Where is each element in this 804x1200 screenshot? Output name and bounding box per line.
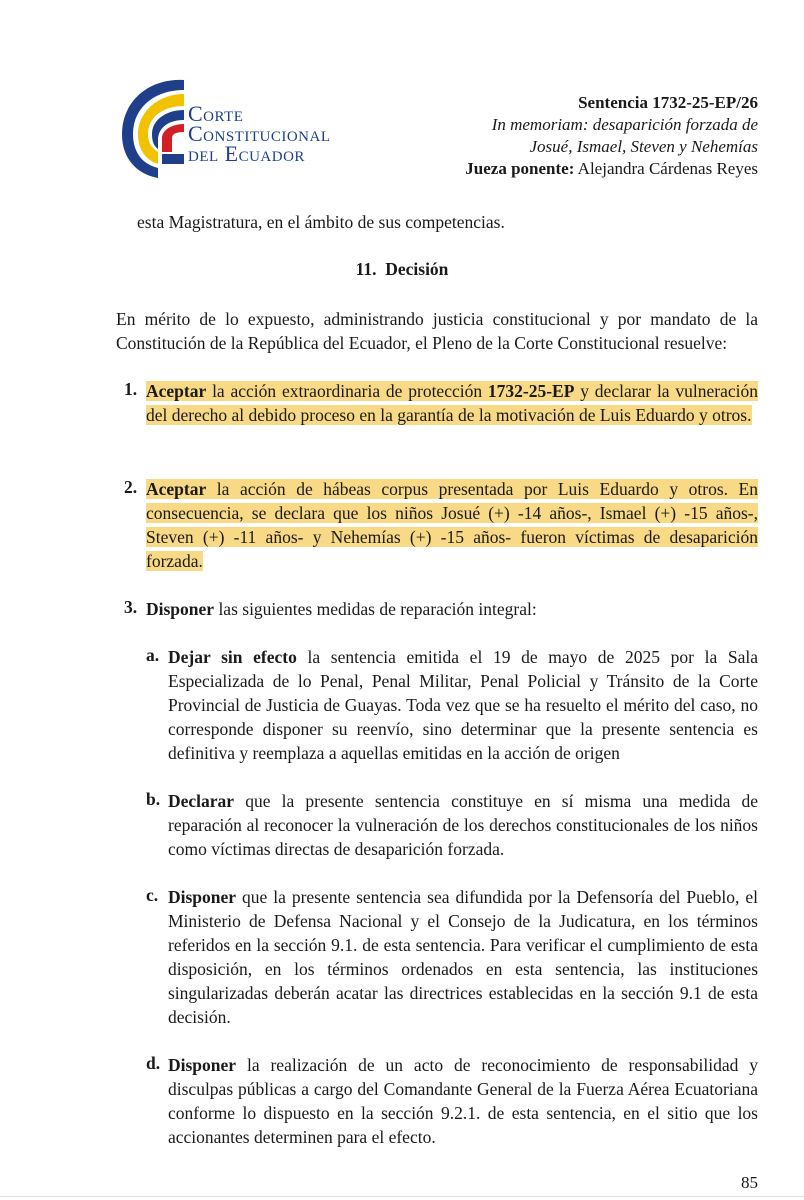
item-text: la acción extraordinaria de protección	[206, 381, 488, 401]
decision-item-2	[146, 477, 758, 573]
court-emblem-icon	[118, 72, 188, 182]
logo-line-2: Constitucional	[188, 121, 331, 146]
measure-a	[168, 645, 758, 765]
highlighted-text	[146, 479, 758, 571]
jueza-name: Alejandra Cárdenas Reyes	[577, 159, 758, 178]
memoriam-line-2: Josué, Ismael, Steven y Nehemías	[529, 137, 758, 156]
jueza-ponente	[338, 158, 758, 180]
measure-c	[168, 885, 758, 1029]
subitem-bold: Declarar	[168, 791, 235, 811]
decision-item-3	[146, 597, 758, 621]
subitem-letter: b.	[146, 789, 161, 809]
section-title: 11. Decisión	[355, 259, 449, 279]
logo-line-3: del Ecuador	[188, 141, 305, 166]
document-header	[338, 92, 758, 180]
subitem-text: que la presente sentencia constituye en sí misma una medida de reparación al reconocer la vulneración de los derechos constitucionales de los niños como víctimas directas de desaparición forzada.	[168, 791, 758, 859]
logo-line-1: Corte	[188, 101, 244, 126]
continuation-text: esta Magistratura, en el ámbito de sus competencias.	[137, 212, 505, 232]
subitem-bold: Disponer	[168, 1055, 237, 1075]
subitem-text: que la presente sentencia sea difundida por la Defensoría del Pueblo, el Ministerio de Defensa Nacional y el Consejo de la Judicatura, en los términos referidos en la sección 9.1. de esta sentencia. Para verificar el cumplimiento de esta disposición, en los términos ordenados en esta sentencia, las instituciones singularizadas deberán acatar las directrices establecidas en la sección 9.1 de esta decisión.	[168, 887, 758, 1027]
measure-b	[168, 789, 758, 861]
item-bold: Aceptar	[146, 479, 207, 499]
item-text: las siguientes medidas de reparación integral:	[214, 599, 537, 619]
item-text: y declarar la vulneración del derecho al debido proceso en la garantía de la motivación de Luis Eduardo y otros.	[146, 381, 758, 425]
page-number: 85	[741, 1173, 758, 1192]
item-bold: Aceptar	[146, 381, 207, 401]
sentencia-number: Sentencia 1732-25-EP/26	[578, 93, 758, 112]
subitem-bold: Disponer	[168, 887, 237, 907]
subitem-letter: a.	[146, 645, 160, 665]
memoriam-line-1: In memoriam: desaparición forzada de	[491, 115, 758, 134]
subitem-letter: d.	[146, 1053, 161, 1073]
highlighted-text	[146, 381, 758, 425]
measure-d	[168, 1053, 758, 1149]
subitem-bold: Dejar sin efecto	[168, 647, 297, 667]
subitem-letter: c.	[146, 885, 159, 905]
item-text: la acción de hábeas corpus presentada por Luis Eduardo y otros. En consecuencia, se declara que los niños Josué (+) -14 años-, Ismael (+) -15 años-, Steven (+) -11 años- y Nehemías (+) -15 años- fueron víctimas de desaparición forzada.	[146, 479, 758, 571]
jueza-label: Jueza ponente:	[465, 159, 575, 178]
intro-paragraph: En mérito de lo expuesto, administrando justicia constitucional y por mandato de la Constitución de la República del Ecuador, el Pleno de la Corte Constitucional resuelve:	[116, 309, 758, 353]
subitem-text: la sentencia emitida el 19 de mayo de 2025 por la Sala Especializada de lo Penal, Penal Militar, Penal Policial y Tránsito de la Corte Provincial de Justicia de Guayas. Toda vez que se ha resuelto el mérito del caso, no corresponde disponer su reenvío, sino determinar que la presente sentencia es definitiva y reemplaza a aquellas emitidas en la acción de origen	[168, 647, 758, 763]
case-number: 1732-25-EP	[487, 381, 575, 401]
item-bold: Disponer	[146, 599, 215, 619]
decision-item-1	[146, 379, 758, 427]
subitem-text: la realización de un acto de reconocimiento de responsabilidad y disculpas públicas a cargo del Comandante General de la Fuerza Aérea Ecuatoriana conforme lo dispuesto en la sección 9.2.1. de esta sentencia, en el sitio que los accionantes determinen para el efecto.	[168, 1055, 758, 1147]
item-number: 2.	[124, 477, 138, 497]
item-number: 3.	[124, 597, 138, 617]
item-number: 1.	[124, 379, 138, 399]
page-bottom-divider	[0, 1196, 804, 1197]
